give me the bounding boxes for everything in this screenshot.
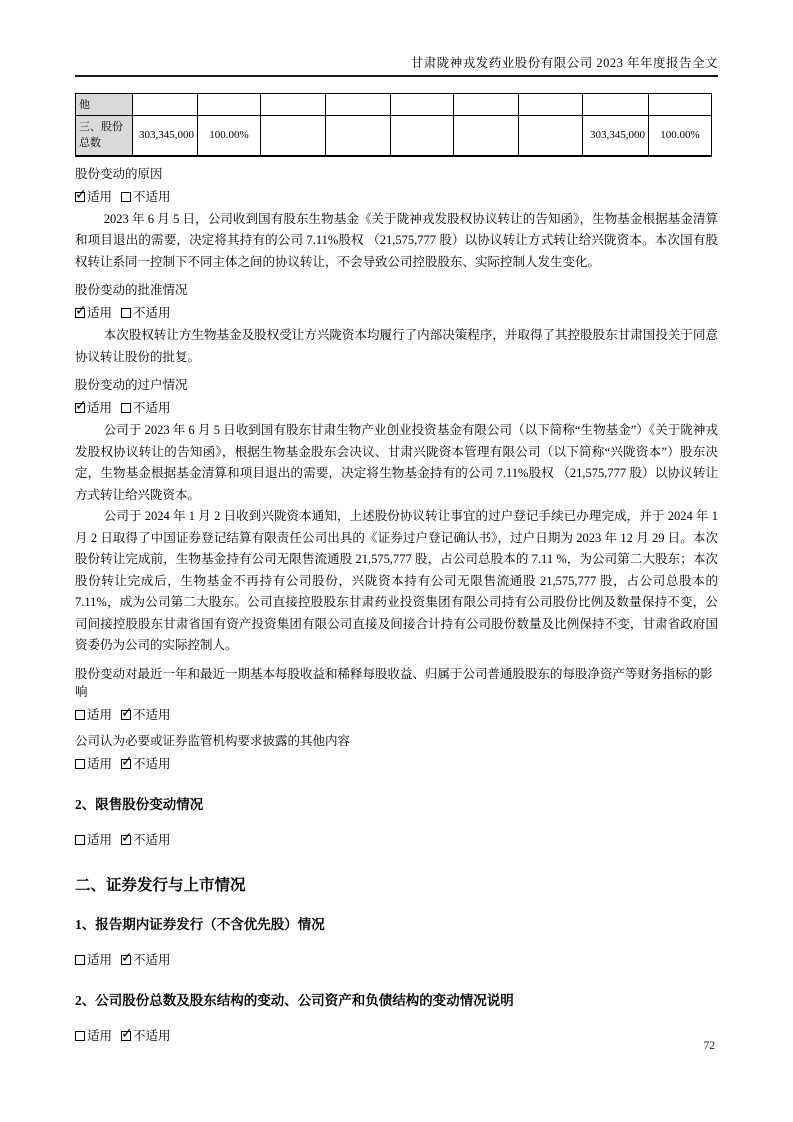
table-cell: 303,345,000: [583, 116, 649, 156]
heading-restricted-shares: 2、限售股份变动情况: [75, 796, 204, 812]
label-impact-financial-indicators: 股份变动对最近一年和最近一期基本每股收益和稀释每股收益、归属于公司普通股股东的每股净资产等财务指标的影响: [75, 666, 713, 699]
checkbox-not-applicable-icon: [121, 710, 131, 720]
page-number: 72: [703, 1040, 715, 1052]
checkbox-applicable-icon: [75, 955, 85, 965]
table-cell: [583, 94, 649, 116]
checkbox-applicable-label: 适用: [87, 306, 113, 320]
checkbox-not-applicable-label: 不适用: [133, 306, 171, 320]
checkbox-not-applicable-label: 不适用: [133, 401, 171, 415]
checkbox-not-applicable-icon: [121, 955, 131, 965]
checkbox-not-applicable-label: 不适用: [133, 189, 171, 204]
applicability-restricted: [75, 831, 718, 849]
table-row: [76, 94, 712, 116]
heading-securities-issuance-period: 1、报告期内证券发行（不含优先股）情况: [75, 916, 325, 932]
checkbox-not-applicable-icon: [121, 192, 131, 202]
label-share-change-approval: 股份变动的批准情况: [75, 283, 188, 297]
applicability-approval: [75, 304, 718, 322]
checkbox-applicable-icon: [75, 710, 85, 720]
paragraph-transfer-2: 公司于 2024 年 1 月 2 日收到兴陇资本通知，上述股份协议转让事宜的过户登记手续已办理完成，并于 2024 年 1 月 2 日取得了中国证券登记结算有限责任公司出具的《证券过户登记确认书》，过户日期为 2023 年 12 月 29 日。本次股份转让完成前，生物基金持有公司无限售流通股 21,575,777 股，占公司总股本的 7.11 %，为公司第二大股东；本次股份转让完成后，生物基金不再持有公司股份，兴陇资本持有公司无限售流通股 21,575,777 股，占公司总股本的 7.11%，成为公司第二大股东。公司直接控股股东甘肃药业投资集团有限公司持有公司股份比例及数量保持不变，公司间接控股股东甘肃省国有资产投资集团有限公司直接及间接合计持有公司股份数量及比例保持不变，甘肃省政府国资委仍为公司的实际控制人。: [75, 509, 718, 652]
checkbox-applicable-icon: [75, 403, 85, 413]
label-share-change-transfer: 股份变动的过户情况: [75, 378, 188, 392]
checkbox-not-applicable-icon: [121, 308, 131, 318]
checkbox-not-applicable-icon: [121, 403, 131, 413]
row-label-cell: 他: [76, 94, 133, 116]
checkbox-applicable-label: 适用: [87, 952, 113, 967]
table-cell: 100.00%: [198, 116, 261, 156]
checkbox-applicable-label: 适用: [87, 756, 113, 771]
checkbox-applicable-label: 适用: [87, 189, 113, 204]
label-other-disclosure: 公司认为必要或证券监管机构要求披露的其他内容: [75, 733, 351, 748]
checkbox-applicable-label: 适用: [87, 401, 113, 415]
checkbox-applicable-label: 适用: [87, 1028, 113, 1043]
applicability-impact: [75, 706, 718, 724]
checkbox-not-applicable-label: 不适用: [133, 756, 171, 771]
table-cell: [261, 116, 326, 156]
applicability-issue: [75, 951, 718, 969]
checkbox-not-applicable-label: 不适用: [133, 1028, 171, 1043]
checkbox-not-applicable-icon: [121, 1031, 131, 1041]
table-cell: [454, 116, 519, 156]
page-content: [75, 93, 718, 1045]
table-cell: [133, 94, 198, 116]
applicability-structure: [75, 1027, 718, 1045]
heading-share-structure-change: 2、公司股份总数及股东结构的变动、公司资产和负债结构的变动情况说明: [75, 992, 514, 1008]
paragraph-transfer-1: 公司于 2023 年 6 月 5 日收到国有股东甘肃生物产业创业投资基金有限公司（以下简称“生物基金”）《关于陇神戎发股权协议转让的告知函》，根据生物基金股东会决议、甘肃兴陇资本管理有限公司（以下简称“兴陇资本”）股东决定，生物基金根据基金清算和项目退出的需要，决定将生物基金持有的公司 7.11%股权 （21,575,777 股）以协议转让方式转让给兴陇资本。: [75, 423, 718, 502]
checkbox-not-applicable-label: 不适用: [133, 952, 171, 967]
label-share-change-reason: 股份变动的原因: [75, 166, 163, 181]
checkbox-applicable-label: 适用: [87, 832, 113, 847]
table-cell: 303,345,000: [133, 116, 198, 156]
paragraph-approval: 本次股权转让方生物基金及股权受让方兴陇资本均履行了内部决策程序，并取得了其控股股东甘肃国投关于同意协议转让股份的批复。: [75, 328, 718, 364]
table-cell: [649, 94, 712, 116]
checkbox-not-applicable-label: 不适用: [133, 707, 171, 722]
table-cell: [519, 94, 583, 116]
table-cell: [326, 116, 391, 156]
table-row: [76, 116, 712, 156]
checkbox-applicable-icon: [75, 192, 85, 202]
applicability-other: [75, 755, 718, 773]
checkbox-not-applicable-label: 不适用: [133, 832, 171, 847]
paragraph-reason: 2023 年 6 月 5 日，公司收到国有股东生物基金《关于陇神戎发股权协议转让的告知函》，生物基金根据基金清算和项目退出的需要，决定将其持有的公司 7.11%股权 （21,575,777 股）以协议转让方式转让给兴陇资本。本次国有股权转让系同一控制下不同主体之间的协议转让，不会导致公司控股股东、实际控制人发生变化。: [75, 211, 718, 269]
checkbox-applicable-label: 适用: [87, 707, 113, 722]
checkbox-applicable-icon: [75, 759, 85, 769]
table-cell: [454, 94, 519, 116]
checkbox-applicable-icon: [75, 308, 85, 318]
header-rule: [75, 75, 718, 77]
row-label-cell: 三、股份总数: [76, 116, 133, 156]
checkbox-not-applicable-icon: [121, 835, 131, 845]
table-cell: [391, 116, 454, 156]
table-cell: 100.00%: [649, 116, 712, 156]
table-cell: [326, 94, 391, 116]
applicability-reason: [75, 188, 718, 206]
applicability-transfer: [75, 399, 718, 417]
checkbox-applicable-icon: [75, 1031, 85, 1041]
checkbox-not-applicable-icon: [121, 759, 131, 769]
checkbox-applicable-icon: [75, 835, 85, 845]
share-totals-table: [75, 93, 712, 157]
page-header-title: 甘肃陇神戎发药业股份有限公司 2023 年年度报告全文: [410, 56, 718, 70]
table-cell: [391, 94, 454, 116]
table-cell: [519, 116, 583, 156]
table-cell: [261, 94, 326, 116]
table-cell: [198, 94, 261, 116]
heading-securities-issuance-listing: 二、证券发行与上市情况: [75, 876, 246, 894]
